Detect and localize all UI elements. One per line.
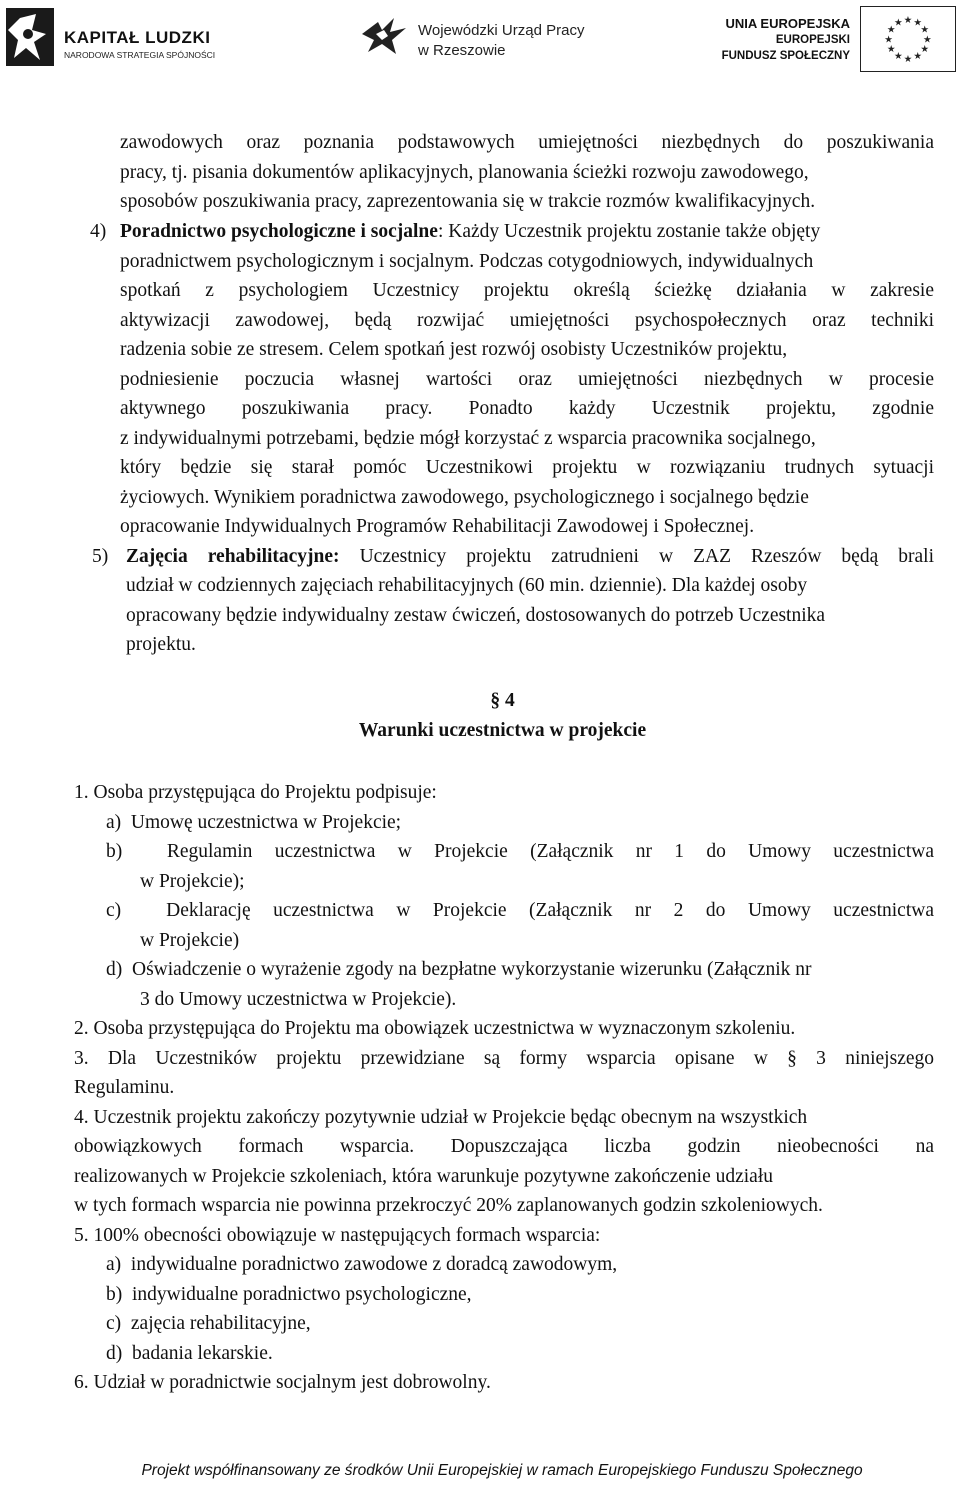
eu-star-icon: ★ (913, 51, 923, 63)
intro-line-2: pracy, tj. pisania dokumentów aplikacyjnych, planowania ścieżki rozwoju zawodowego, (120, 162, 809, 183)
eu-star-icon: ★ (923, 34, 932, 46)
eu-star-icon: ★ (884, 34, 893, 46)
para-1b-line-1: b) Regulamin uczestnictwa w Projekcie (Załącznik nr 1 do Umowy uczestnictwa (106, 841, 934, 862)
kapital-ludzki-title: KAPITAŁ LUDZKI (64, 28, 211, 47)
item-4-line-2b: Podczas cotygodniowych, indywidualnych (474, 251, 814, 272)
eu-star-icon: ★ (920, 24, 930, 36)
para-1b-line-2: w Projekcie); (140, 871, 245, 892)
para-5d: d) badania lekarskie. (106, 1343, 273, 1364)
item-4-line-5a: radzenia sobie ze stresem. (120, 339, 324, 360)
item-4-line-7b: Ponadto każdy Uczestnik projektu, zgodnie (432, 398, 934, 419)
para-5: 5. 100% obecności obowiązuje w następujących formach wsparcia: (74, 1225, 601, 1246)
section-title: Warunki uczestnictwa w projekcie (358, 720, 647, 741)
para-1d-line-1: d) Oświadczenie o wyrażenie zgody na bezpłatne wykorzystanie wizerunku (Załącznik nr (106, 959, 812, 980)
eu-star-icon: ★ (913, 17, 923, 29)
wup-name-line2: w Rzeszowie (418, 42, 506, 59)
wup-rzeszow-logo (360, 12, 610, 62)
item-4-title: Poradnictwo psychologiczne i socjalne (120, 221, 438, 242)
kapital-ludzki-subtitle: NARODOWA STRATEGIA SPÓJNOŚCI (64, 50, 216, 60)
item-4-line-2a: poradnictwem psychologicznym i socjalnym. (120, 251, 475, 272)
item-4-line-11: opracowanie Indywidualnych Programów Rehabilitacji Zawodowej i Społecznej. (120, 516, 755, 537)
item-4-line-7a: aktywnego poszukiwania pracy. (120, 398, 433, 419)
page-footer: Projekt współfinansowany ze środków Unii Europejskiej w ramach Europejskiego Funduszu Społecznego (141, 1462, 863, 1479)
kapital-ludzki-logo (6, 8, 226, 68)
page-header (0, 0, 960, 80)
item-5-title: Zajęcia rehabilitacyjne: (126, 546, 340, 567)
para-4-line-1: 4. Uczestnik projektu zakończy pozytywnie udział w Projekcie będąc obecnym na wszystkich (74, 1107, 808, 1128)
para-3-line-2: Regulaminu. (74, 1077, 175, 1098)
item-5-line-1-text: Uczestnicy projektu zatrudnieni w ZAZ Rzeszów będą brali (339, 546, 935, 567)
item-5-line-4: projektu. (126, 634, 196, 655)
item-4-line-10: życiowych. Wynikiem poradnictwa zawodowego, psychologicznego i socjalnego będzie (120, 487, 809, 508)
para-1: 1. Osoba przystępująca do Projektu podpisuje: (74, 782, 437, 803)
eu-efs-logo (700, 6, 958, 72)
para-2: 2. Osoba przystępująca do Projektu ma obowiązek uczestnictwa w wyznaczonym szkoleniu. (74, 1018, 796, 1039)
eu-star-icon: ★ (903, 53, 913, 65)
intro-line-1: zawodowych oraz poznania podstawowych umiejętności niezbędnych do poszukiwania (120, 132, 934, 153)
eu-star-icon: ★ (920, 44, 930, 56)
item-5-number: 5) (92, 546, 109, 567)
item-4-line-3: spotkań z psychologiem Uczestnicy projektu określą ścieżkę działania w zakresie (120, 280, 934, 301)
para-4-line-4: w tych formach wsparcia nie powinna przekroczyć 20% zaplanowanych godzin szkoleniowych. (74, 1195, 823, 1216)
para-3-line-1: 3. Dla Uczestników projektu przewidziane są formy wsparcia opisane w § 3 niniejszego (74, 1048, 934, 1069)
kapital-ludzki-emblem-icon (6, 8, 54, 66)
item-4-number: 4) (90, 221, 107, 242)
para-1d-line-2: 3 do Umowy uczestnictwa w Projekcie). (140, 989, 457, 1010)
eu-star-icon: ★ (893, 17, 903, 29)
item-4-line-5b: Celem spotkań jest rozwój osobisty Uczestników projektu, (323, 339, 788, 360)
para-4-line-3: realizowanych w Projekcie szkoleniach, która warunkuje pozytywne zakończenie udziału (74, 1166, 774, 1187)
para-6: 6. Udział w poradnictwie socjalnym jest dobrowolny. (74, 1372, 491, 1393)
para-5a: a) indywidualne poradnictwo zawodowe z doradcą zawodowym, (106, 1254, 618, 1275)
efs-line1: EUROPEJSKI (775, 34, 850, 46)
efs-line2: FUNDUSZ SPOŁECZNY (721, 50, 850, 62)
item-5-line-3: opracowany będzie indywidualny zestaw ćwiczeń, dostosowanych do potrzeb Uczestnika (126, 605, 826, 626)
para-1a: a) Umowę uczestnictwa w Projekcie; (106, 812, 402, 833)
item-4-line-8: z indywidualnymi potrzebami, będzie mógł korzystać z wsparcia pracownika socjalnego, (120, 428, 816, 449)
eu-star-icon: ★ (886, 44, 896, 56)
item-4-line-5 (120, 335, 787, 364)
eu-title: UNIA EUROPEJSKA (725, 16, 850, 31)
intro-line-3: sposobów poszukiwania pracy, zaprezentowania się w trakcie rozmów kwalifikacyjnych. (120, 191, 816, 212)
item-4-line-6: podniesienie poczucia własnej wartości oraz umiejętności niezbędnych w procesie (120, 369, 934, 390)
eu-flag-icon (860, 6, 956, 72)
para-5c: c) zajęcia rehabilitacyjne, (106, 1313, 311, 1334)
item-4-line-1-text: : Każdy Uczestnik projektu zostanie także objęty (437, 221, 821, 242)
wup-name-line1: Wojewódzki Urząd Pracy (418, 22, 585, 39)
item-5-line-1 (126, 542, 934, 571)
section-number: § 4 (490, 690, 515, 711)
para-1c-line-2: w Projekcie) (140, 930, 240, 951)
para-5b: b) indywidualne poradnictwo psychologiczne, (106, 1284, 472, 1305)
wup-bird-icon (360, 14, 408, 58)
item-4-line-2 (120, 247, 813, 276)
para-4-line-2: obowiązkowych formach wsparcia. Dopuszczająca liczba godzin nieobecności na (74, 1136, 934, 1157)
item-5-line-2: udział w codziennych zajęciach rehabilitacyjnych (60 min. dziennie). Dla każdej osoby (126, 575, 808, 596)
item-4-line-1 (120, 217, 820, 246)
eu-star-icon: ★ (886, 24, 896, 36)
item-4-line-4: aktywizacji zawodowej, będą rozwijać umiejętności psychospołecznych oraz techniki (120, 310, 934, 331)
item-4-line-7 (120, 394, 934, 423)
item-4-line-9: który będzie się starał pomóc Uczestnikowi projektu w rozwiązaniu trudnych sytuacji (120, 457, 934, 478)
eu-star-icon: ★ (903, 15, 913, 26)
eu-star-icon: ★ (893, 51, 903, 63)
para-1c-line-1: c) Deklarację uczestnictwa w Projekcie (Załącznik nr 2 do Umowy uczestnictwa (106, 900, 934, 921)
